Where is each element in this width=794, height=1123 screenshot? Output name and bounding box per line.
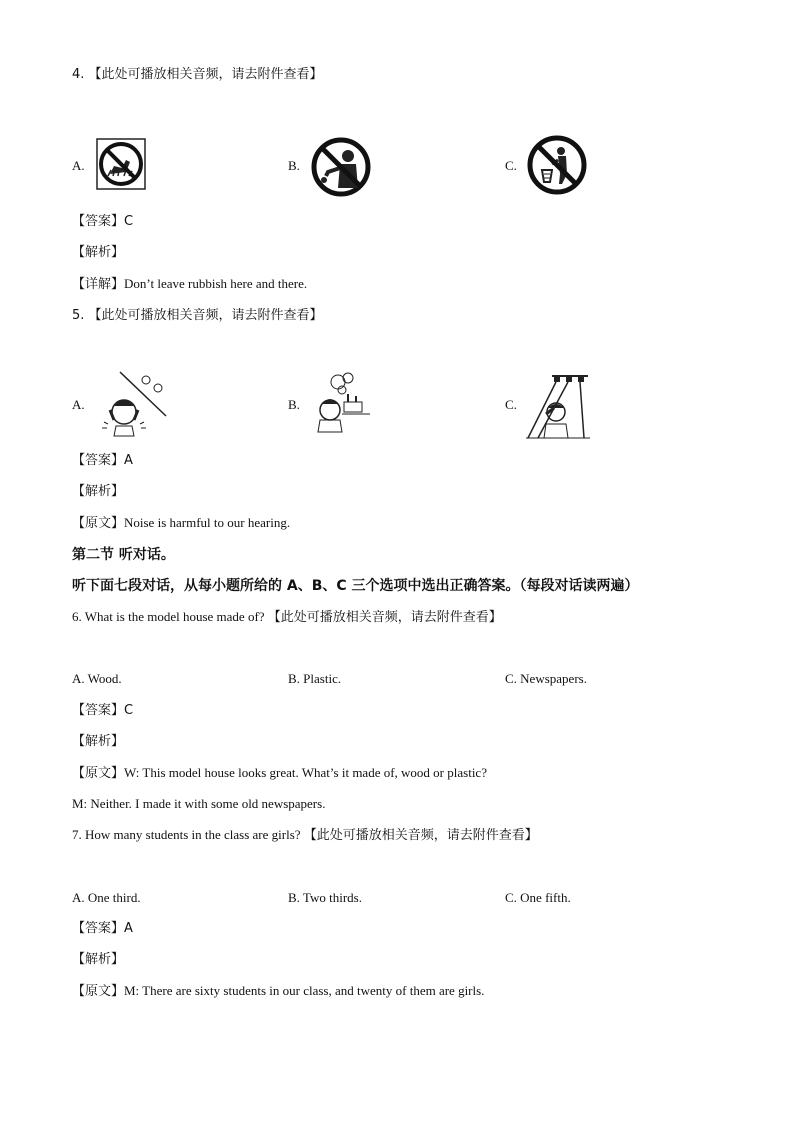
q4-option-a-label: A.: [72, 158, 85, 173]
q6-original-line-1: 【原文】W: This model house looks great. What’s it made of, wood or plastic?: [72, 765, 487, 780]
q4-option-b-label: B.: [288, 158, 300, 173]
q6-analysis: 【解析】: [72, 734, 125, 749]
q7-option-c: C. One fifth.: [505, 890, 571, 905]
q5-analysis: 【解析】: [72, 484, 125, 499]
no-trampling-grass-icon: [96, 138, 146, 195]
q6-original-line-2: M: Neither. I made it with some old newspapers.: [72, 796, 326, 811]
noise-covering-ears-icon: [100, 370, 170, 445]
q6-answer: 【答案】C: [72, 703, 134, 718]
q6-option-b: B. Plastic.: [288, 671, 342, 686]
section2-title: 第二节 听对话。: [72, 547, 175, 563]
q7-analysis: 【解析】: [72, 952, 125, 967]
q5-option-b-label: B.: [288, 397, 300, 412]
q5-stem: 5. 【此处可播放相关音频，请去附件查看】: [72, 308, 323, 323]
q5-answer: 【答案】A: [72, 453, 133, 468]
q7-stem: 7. How many students in the class are girls? 【此处可播放相关音频，请去附件查看】: [72, 827, 538, 842]
q7-answer: 【答案】A: [72, 921, 133, 936]
q4-detail: 【详解】Don’t leave rubbish here and there.: [72, 276, 308, 291]
q5-option-a-label: A.: [72, 397, 85, 412]
bright-lights-icon: [524, 372, 592, 447]
q5-option-c-label: C.: [505, 397, 517, 412]
q5-original: 【原文】Noise is harmful to our hearing.: [72, 515, 291, 530]
q4-analysis: 【解析】: [72, 245, 125, 260]
q7-option-b: B. Two thirds.: [288, 890, 362, 905]
q4-answer: 【答案】C: [72, 214, 134, 229]
smoke-pollution-icon: [312, 370, 378, 441]
q4-option-c-label: C.: [505, 158, 517, 173]
q7-original: 【原文】M: There are sixty students in our class, and twenty of them are girls.: [72, 983, 485, 998]
section2-instruction: 听下面七段对话，从每小题所给的 A、B、C 三个选项中选出正确答案。（每段对话读两遍）: [72, 578, 639, 594]
no-spitting-icon: [310, 136, 372, 203]
q4-stem: 4. 【此处可播放相关音频，请去附件查看】: [72, 67, 323, 82]
q7-option-a: A. One third.: [72, 890, 141, 905]
no-littering-icon: [526, 134, 588, 201]
q6-stem: 6. What is the model house made of? 【此处可播放相关音频，请去附件查看】: [72, 609, 502, 624]
q6-option-c: C. Newspapers.: [505, 671, 587, 686]
q6-option-a: A. Wood.: [72, 671, 122, 686]
